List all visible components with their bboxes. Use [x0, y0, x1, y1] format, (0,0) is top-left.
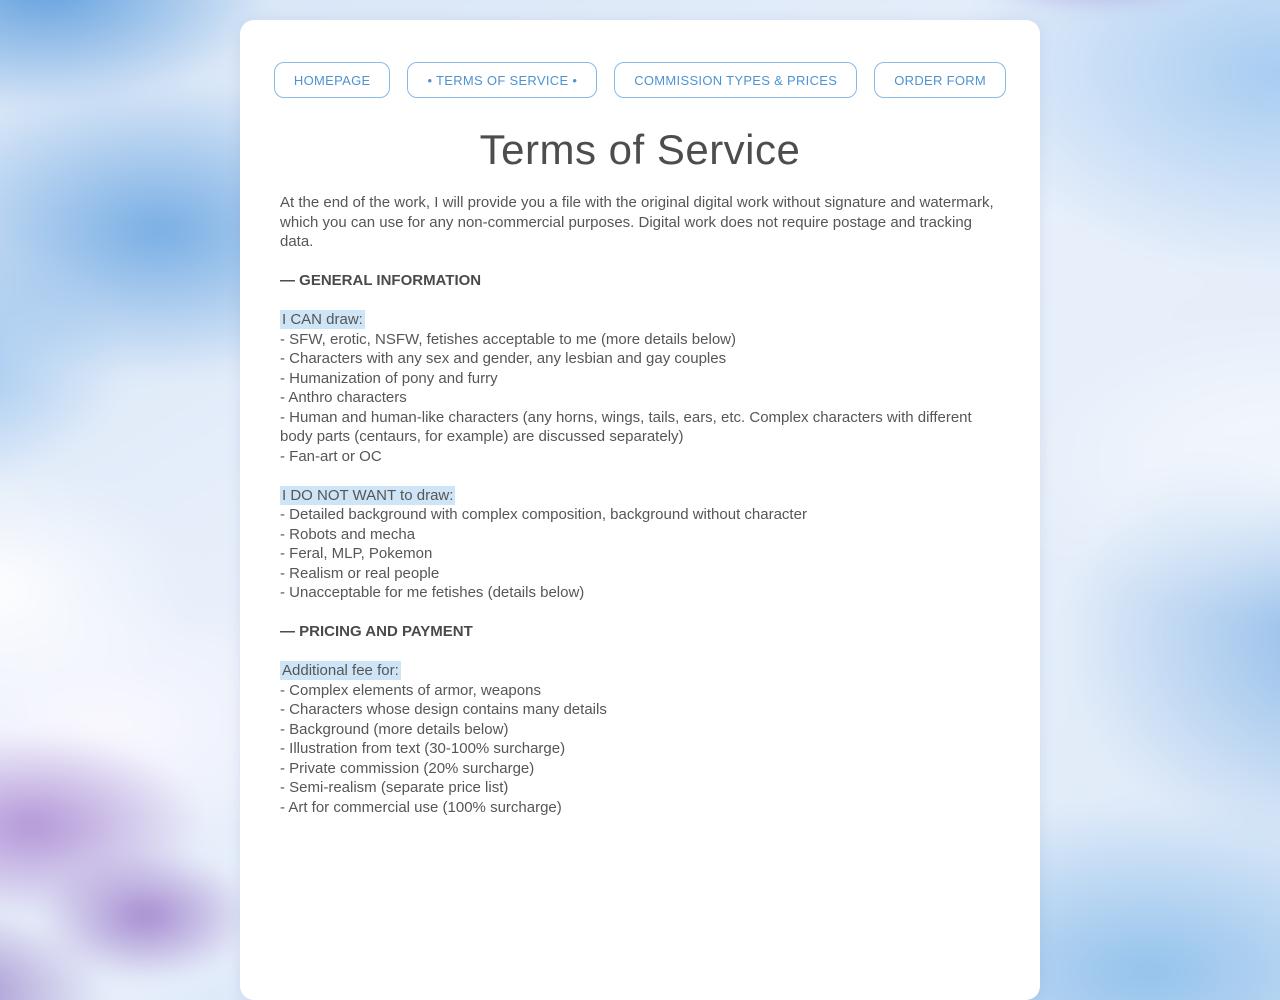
list-item: - Characters with any sex and gender, any lesbian and gay couples	[280, 350, 727, 367]
intro-paragraph: At the end of the work, I will provide you a file with the original digital work without signature and watermark, which you can use for any non-commercial purposes. Digital work does not require postage and tracking data.	[280, 194, 994, 250]
tos-sections	[280, 271, 1000, 817]
list-item: - Humanization of pony and furry	[280, 369, 498, 387]
group-label-line	[280, 486, 1000, 506]
highlighted-label: Additional fee for:	[282, 662, 399, 679]
list-item: - Background (more details below)	[280, 720, 509, 738]
tos-body	[280, 193, 1000, 817]
nav-button-homepage[interactable]: HOMEPAGE	[274, 62, 391, 98]
list-item: - Robots and mecha	[280, 525, 416, 543]
list-item: - Fan-art or OC	[280, 447, 382, 465]
list-item: - Human and human-like characters (any horns, wings, tails, ears, etc. Complex characters with different body parts (centaurs, for example) are discussed separately)	[280, 408, 972, 445]
rule-group	[280, 486, 1000, 603]
list-item: - Art for commercial use (100% surcharge)	[280, 798, 562, 816]
list-item: - Realism or real people	[280, 564, 440, 582]
section-heading: — PRICING AND PAYMENT	[280, 623, 473, 640]
list-item: - Unacceptable for me fetishes (details below)	[280, 584, 585, 601]
list-item: - Complex elements of armor, weapons	[280, 681, 541, 699]
main-nav	[280, 62, 1000, 98]
highlighted-label: I DO NOT WANT to draw:	[282, 486, 454, 504]
list-item: - Detailed background with complex composition, background without character	[280, 506, 807, 523]
list-item: - Feral, MLP, Pokemon	[280, 545, 433, 562]
group-label-line	[280, 310, 1000, 330]
list-item: - Private commission (20% surcharge)	[280, 759, 535, 777]
nav-button-order-form[interactable]: ORDER FORM	[874, 62, 1006, 98]
section-heading: — GENERAL INFORMATION	[280, 272, 482, 289]
list-item: - SFW, erotic, NSFW, fetishes acceptable to me (more details below)	[280, 330, 736, 348]
highlighted-label: I CAN draw:	[282, 311, 363, 328]
page-title: Terms of Service	[479, 126, 801, 173]
rule-group	[280, 661, 1000, 817]
list-item: - Anthro characters	[280, 389, 407, 406]
nav-button-terms-of-service[interactable]: • TERMS OF SERVICE •	[407, 62, 597, 98]
list-item: - Illustration from text (30-100% surcharge)	[280, 740, 566, 757]
content-card	[240, 20, 1040, 1000]
rule-group	[280, 310, 1000, 466]
list-item: - Characters whose design contains many details	[280, 701, 607, 718]
group-label-line	[280, 661, 1000, 681]
nav-button-commission-types-prices[interactable]: COMMISSION TYPES & PRICES	[614, 62, 857, 98]
list-item: - Semi-realism (separate price list)	[280, 779, 509, 796]
